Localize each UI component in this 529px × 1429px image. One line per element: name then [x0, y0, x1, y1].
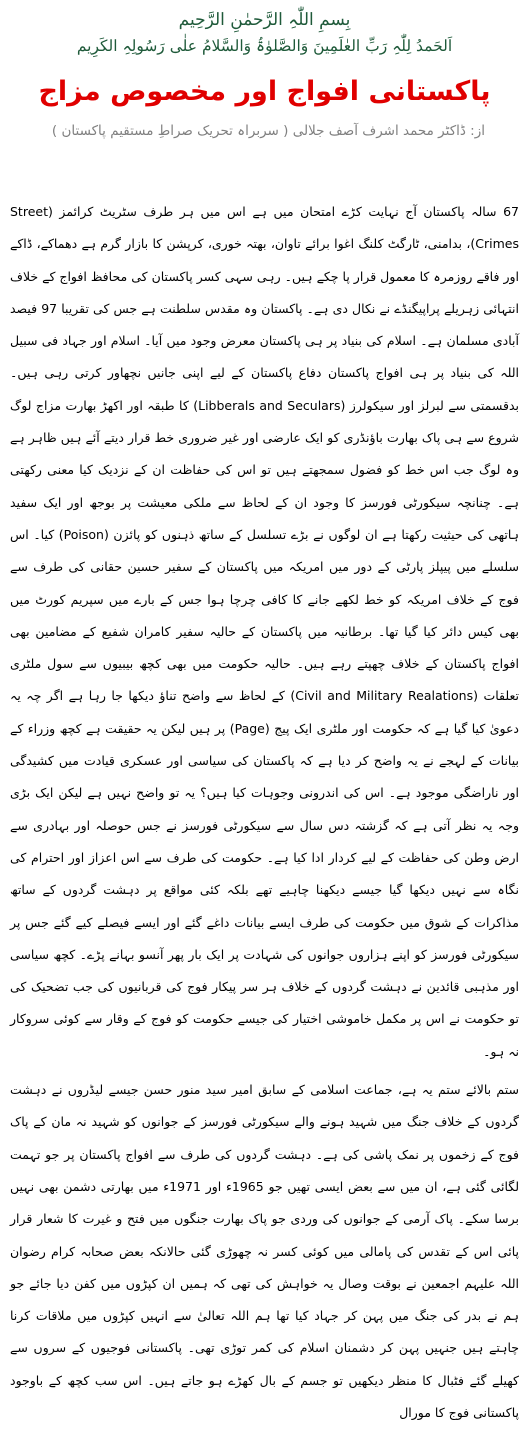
author-byline: از: ڈاکٹر محمد اشرف آصف جلالی ( سربراہ تحریک صراطِ مستقیم پاکستان ): [51, 123, 485, 139]
article-title: پاکستانی افواج اور مخصوص مزاج: [38, 76, 491, 107]
article-body: [10, 196, 519, 1429]
bismillah-line: بِسمِ اللّٰہِ الرَّحمٰنِ الرَّحِیم: [178, 10, 351, 30]
hamd-line: اَلحَمدُ لِلّٰہِ رَبِّ العٰلَمِینَ وَالصَّلوٰۃُ وَالسَّلامُ علٰی رَسُولِہِ الکَرِیم: [76, 37, 453, 55]
article-paragraph: ستم بالائے ستم یہ ہے، جماعت اسلامی کے سابق امیر سید منور حسن جیسے لیڈروں نے دہشت گردوں کے خلاف جنگ میں شہید ہونے والے سیکورٹی فورسز کے جوانوں کو شہید نہ مان کے پاک فوج کے زخموں پر نمک پاشی کی ہے۔ دہشت گردوں کی طرف سے افواج پاکستان پر جو تہمت لگائی گئی ہے، ان میں سے بعض ایسی تھیں جو 1965ء اور 1971ء میں بھارتی دشمن بھی نہیں برسا سکے۔ پاک آرمی کے جوانوں کی وردی جو پاک بھارت جنگوں میں فتح و غیرت کا شعار قرار پائی اس کے تقدس کی پامالی میں کوئی کسر نہ چھوڑی گئی حالانکہ بعض صحابہ کرام رضوان اللہ علیہم اجمعین نے بوقت وصال یہ خواہش کی تھی کہ ہمیں ان کپڑوں میں کفن دیا جائے جو ہم نے بدر کی جنگ میں پہن کر جہاد کیا تھا ہم اللہ تعالیٰ سے انہیں کپڑوں میں ملاقات کرنا چاہتے ہیں جنہیں پہن کر دشمنان اسلام کی کمر توڑی تھی۔ پاکستانی فوجیوں کے سروں سے کھیلے گئے فٹبال کا منظر دیکھیں تو جسم کے بال کھڑے ہو جاتے ہیں۔ اس سب کچھ کے باوجود پاکستانی فوج کا مورال: [10, 1082, 519, 1420]
article-paragraph: 67 سالہ پاکستان آج نہایت کڑے امتحان میں ہے اس میں ہر طرف سٹریٹ کرائمز (Street Crimes)، بدامنی، ٹارگٹ کلنگ اغوا برائے تاوان، بھتہ خوری، کرپشن کا بازار گرم ہے دھماکے، ڈاکے اور فاقے روزمرہ کا معمول قرار پا چکے ہیں۔ رہی سہی کسر پاکستان کی محافظ افواج کے خلاف انتہائی زہریلے پراپیگنڈے نے نکال دی ہے۔ پاکستان وہ مقدس سلطنت ہے جس کی تقریبا 97 فیصد آبادی مسلمان ہے۔ اسلام کی بنیاد پر ہی پاکستان معرض وجود میں آیا۔ اسلام اور جہاد فی سبیل اللہ کی بنیاد پر ہی افواج پاکستان دفاع پاکستان کے لیے اپنی جانیں نچھاور کرتی رہی ہیں۔ بدقسمتی سے لبرلز اور سیکولرز (Libberals and Seculars) کا طبقہ اور اکھڑ بھارت مزاج لوگ شروع سے ہی پاک بھارت باؤنڈری کو ایک عارضی اور غیر ضروری خط قرار دیتے آئے ہیں ظاہر ہے وہ لوگ جب اس خط کو فضول سمجھتے ہیں تو اس کی حفاظت ان کے نزدیک کیا معنی رکھتی ہے۔ چنانچہ سیکورٹی فورسز کا وجود ان کے لحاظ سے ملکی معیشت پر بوجھ اور ایک سفید ہاتھی کی حیثیت رکھتا ہے ان لوگوں نے بڑے تسلسل کے ساتھ ذہنوں کو پائزن (Poison) کیا۔ اس سلسلے میں پیپلز پارٹی کے دور میں امریکہ میں پاکستان کے سفیر حسین حقانی کی طرف سے فوج کے خلاف امریکہ کو خط لکھے جانے کا کافی چرچا ہوا جس کے بارے میں سپریم کورٹ میں بھی کیس دائر کیا گیا تھا۔ برطانیہ میں پاکستان کے حالیہ سفیر کامران شفیع کے مضامین بھی افواج پاکستان کے خلاف چھپتے رہے ہیں۔ حالیہ حکومت میں بھی کچھ بیبیوں سے سول ملٹری تعلقات (Civil and Military Realations) کے لحاظ سے واضح تناؤ دیکھا جا رہا ہے اگر چہ یہ دعویٰ کیا گیا ہے کہ حکومت اور ملٹری ایک پیج (Page) پر ہیں لیکن یہ حقیقت ہے کچھ وزراء کے بیانات کے لہجے نے یہ واضح کر دیا ہے کہ پاکستان کی سیاسی اور عسکری قیادت میں کشیدگی اور ناراضگی موجود ہے۔ اس کی اندرونی وجوہات کیا ہیں؟ یہ تو واضح نہیں ہے لیکن ایک بڑی وجہ یہ نظر آتی ہے کہ گزشتہ دس سال سے سیکورٹی فورسز نے جس حوصلہ اور بہادری سے ارض وطن کی حفاظت کے لیے کردار ادا کیا ہے۔ حکومت کی طرف سے اس اعزاز اور احترام کی نگاہ سے نہیں دیکھا گیا جیسے دیکھنا چاہیے تھے بلکہ کئی مواقع پر دہشت گردوں کے ساتھ مذاکرات کے شوق میں حکومت کی طرف ایسے بیانات داغے گئے اور ایسے فیصلے کیے گئے جس پر سیکورٹی فورسز کو اپنے ہزاروں جوانوں کی شہادت پر ایک بار پھر آنسو بہانے پڑے۔ کچھ سیاسی اور مذہبی قائدین نے دہشت گردوں کے خلاف ہر سر پیکار فوج کی قربانیوں کی جب تضحیک کی تو حکومت نے اس پر مکمل خاموشی اختیار کی جیسے حکومت کو فوج کے وقار سے کوئی سروکار نہ ہو۔: [10, 204, 520, 1059]
